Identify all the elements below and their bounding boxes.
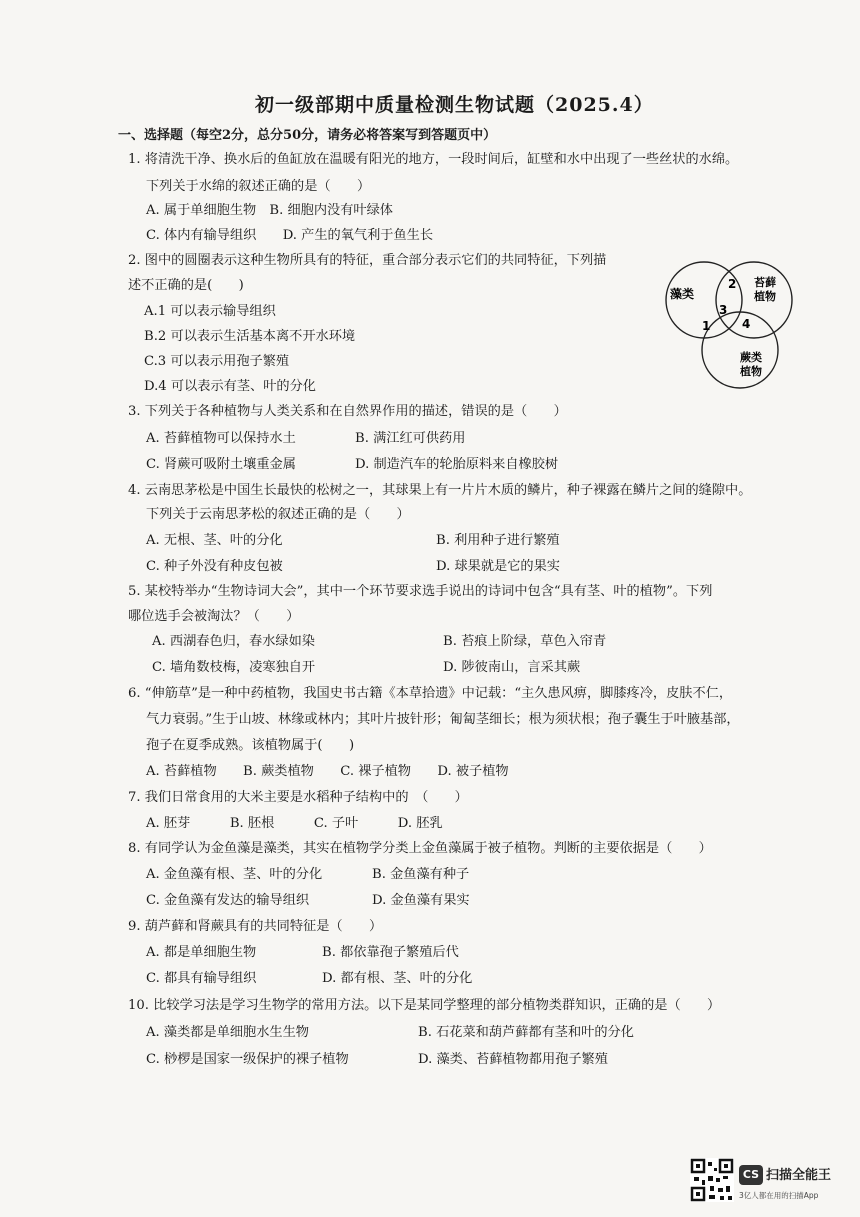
camscanner-name: 扫描全能王 [766, 1168, 832, 1183]
section-heading: 一、选择题（每空2分，总分50分，请务必将答案写到答题页中） [118, 128, 497, 143]
question-2-option-d: D.4 可以表示有茎、叶的分化 [144, 379, 316, 394]
question-6-stem-cont-2: 孢子在夏季成熟。该植物属于( ) [146, 738, 355, 753]
venn-label-moss-2: 植物 [754, 290, 776, 303]
question-5-option-b: B. 苔痕上阶绿，草色入帘青 [443, 634, 607, 649]
question-6-stem: 6. “伸筋草”是一种中药植物，我国史书古籍《本草拾遗》中记载：“主久患风痹，脚膝疼冷，皮肤不仁， [128, 686, 733, 701]
question-5-option-c: C. 墙角数枝梅，凌寒独自开 [152, 660, 316, 675]
venn-number-1: 1 [702, 319, 711, 333]
question-2-option-a: A.1 可以表示输导组织 [144, 304, 276, 319]
venn-number-3: 3 [719, 303, 728, 317]
question-4-stem-cont: 下列关于云南思茅松的叙述正确的是（ ） [146, 507, 410, 522]
question-4-option-a: A. 无根、茎、叶的分化 [146, 533, 283, 548]
question-2-option-c: C.3 可以表示用孢子繁殖 [144, 354, 290, 369]
question-3-option-b: B. 满江红可供药用 [355, 431, 466, 446]
question-8-option-a: A. 金鱼藻有根、茎、叶的分化 [146, 867, 323, 882]
question-5-stem: 5. 某校特举办“生物诗词大会”，其中一个环节要求选手说出的诗词中包含“具有茎、叶的植物”。下列 [128, 584, 713, 599]
page-title: 初一级部期中质量检测生物试题（2025.4） [255, 94, 654, 116]
question-5-option-d: D. 陟彼南山，言采其蕨 [443, 660, 581, 675]
venn-label-moss-1: 苔藓 [754, 276, 776, 289]
question-3-stem: 3. 下列关于各种植物与人类关系和在自然界作用的描述，错误的是（ ） [128, 404, 567, 419]
question-1-options-ab: A. 属于单细胞生物 B. 细胞内没有叶绿体 [146, 203, 393, 218]
camscanner-logo-icon: CS [739, 1165, 763, 1185]
question-2-stem-cont: 述不正确的是( ) [128, 278, 244, 293]
question-7-stem: 7. 我们日常食用的大米主要是水稻种子结构中的 （ ） [128, 790, 468, 805]
question-1-options-cd: C. 体内有输导组织 D. 产生的氧气利于鱼生长 [146, 228, 434, 243]
question-7-options: A. 胚芽 B. 胚根 C. 子叶 D. 胚乳 [146, 816, 443, 831]
question-1-stem: 1. 将清洗干净、换水后的鱼缸放在温暖有阳光的地方，一段时间后，缸壁和水中出现了一些丝状的水绵。 [128, 152, 739, 167]
question-10-option-b: B. 石花菜和葫芦藓都有茎和叶的分化 [418, 1025, 634, 1040]
venn-label-fern-2: 植物 [740, 365, 762, 378]
question-10-stem: 10. 比较学习法是学习生物学的常用方法。以下是某同学整理的部分植物类群知识，正确的是（ ） [128, 998, 721, 1013]
question-3-option-c: C. 肾蕨可吸附土壤重金属 [146, 457, 296, 472]
question-4-option-c: C. 种子外没有种皮包被 [146, 559, 283, 574]
question-9-option-b: B. 都依靠孢子繁殖后代 [322, 945, 459, 960]
question-10-option-c: C. 桫椤是国家一级保护的裸子植物 [146, 1052, 349, 1067]
venn-number-2: 2 [728, 277, 737, 291]
question-3-option-a: A. 苔藓植物可以保持水土 [146, 431, 296, 446]
venn-diagram [656, 258, 806, 398]
question-2-option-b: B.2 可以表示生活基本离不开水环境 [144, 329, 356, 344]
question-4-option-d: D. 球果就是它的果实 [436, 559, 560, 574]
question-8-option-d: D. 金鱼藻有果实 [372, 893, 470, 908]
venn-label-algae: 藻类 [670, 287, 695, 301]
qr-code-icon [690, 1158, 734, 1202]
question-5-option-a: A. 西湖春色归，春水绿如染 [152, 634, 315, 649]
question-1-stem-cont: 下列关于水绵的叙述正确的是（ ） [146, 179, 371, 194]
question-6-stem-cont-1: 气力衰弱。”生于山坡、林缘或林内；其叶片披针形；匍匐茎细长；根为须状根；孢子囊生于叶腋基部， [146, 712, 740, 727]
camscanner-tagline: 3亿人都在用的扫描App [739, 1191, 819, 1200]
question-2-stem: 2. 图中的圆圈表示这种生物所具有的特征，重合部分表示它们的共同特征，下列描 [128, 253, 607, 268]
venn-number-4: 4 [742, 317, 751, 331]
question-4-stem: 4. 云南思茅松是中国生长最快的松树之一，其球果上有一片片木质的鳞片，种子裸露在鳞片之间的缝隙中。 [128, 483, 752, 498]
question-10-option-a: A. 藻类都是单细胞水生生物 [146, 1025, 309, 1040]
question-9-option-a: A. 都是单细胞生物 [146, 945, 257, 960]
question-5-stem-cont: 哪位选手会被淘汰？（ ） [128, 609, 300, 624]
question-6-options: A. 苔藓植物 B. 蕨类植物 C. 裸子植物 D. 被子植物 [146, 764, 509, 779]
question-9-option-d: D. 都有根、茎、叶的分化 [322, 971, 473, 986]
question-9-stem: 9. 葫芦藓和肾蕨具有的共同特征是（ ） [128, 919, 383, 934]
question-3-option-d: D. 制造汽车的轮胎原料来自橡胶树 [355, 457, 559, 472]
question-10-option-d: D. 藻类、苔藓植物都用孢子繁殖 [418, 1052, 608, 1067]
question-8-option-b: B. 金鱼藻有种子 [372, 867, 470, 882]
venn-label-fern-1: 蕨类 [740, 351, 762, 364]
question-9-option-c: C. 都具有输导组织 [146, 971, 257, 986]
question-8-stem: 8. 有同学认为金鱼藻是藻类，其实在植物学分类上金鱼藻属于被子植物。判断的主要依据是（ ） [128, 841, 712, 856]
question-4-option-b: B. 利用种子进行繁殖 [436, 533, 560, 548]
question-8-option-c: C. 金鱼藻有发达的输导组织 [146, 893, 310, 908]
